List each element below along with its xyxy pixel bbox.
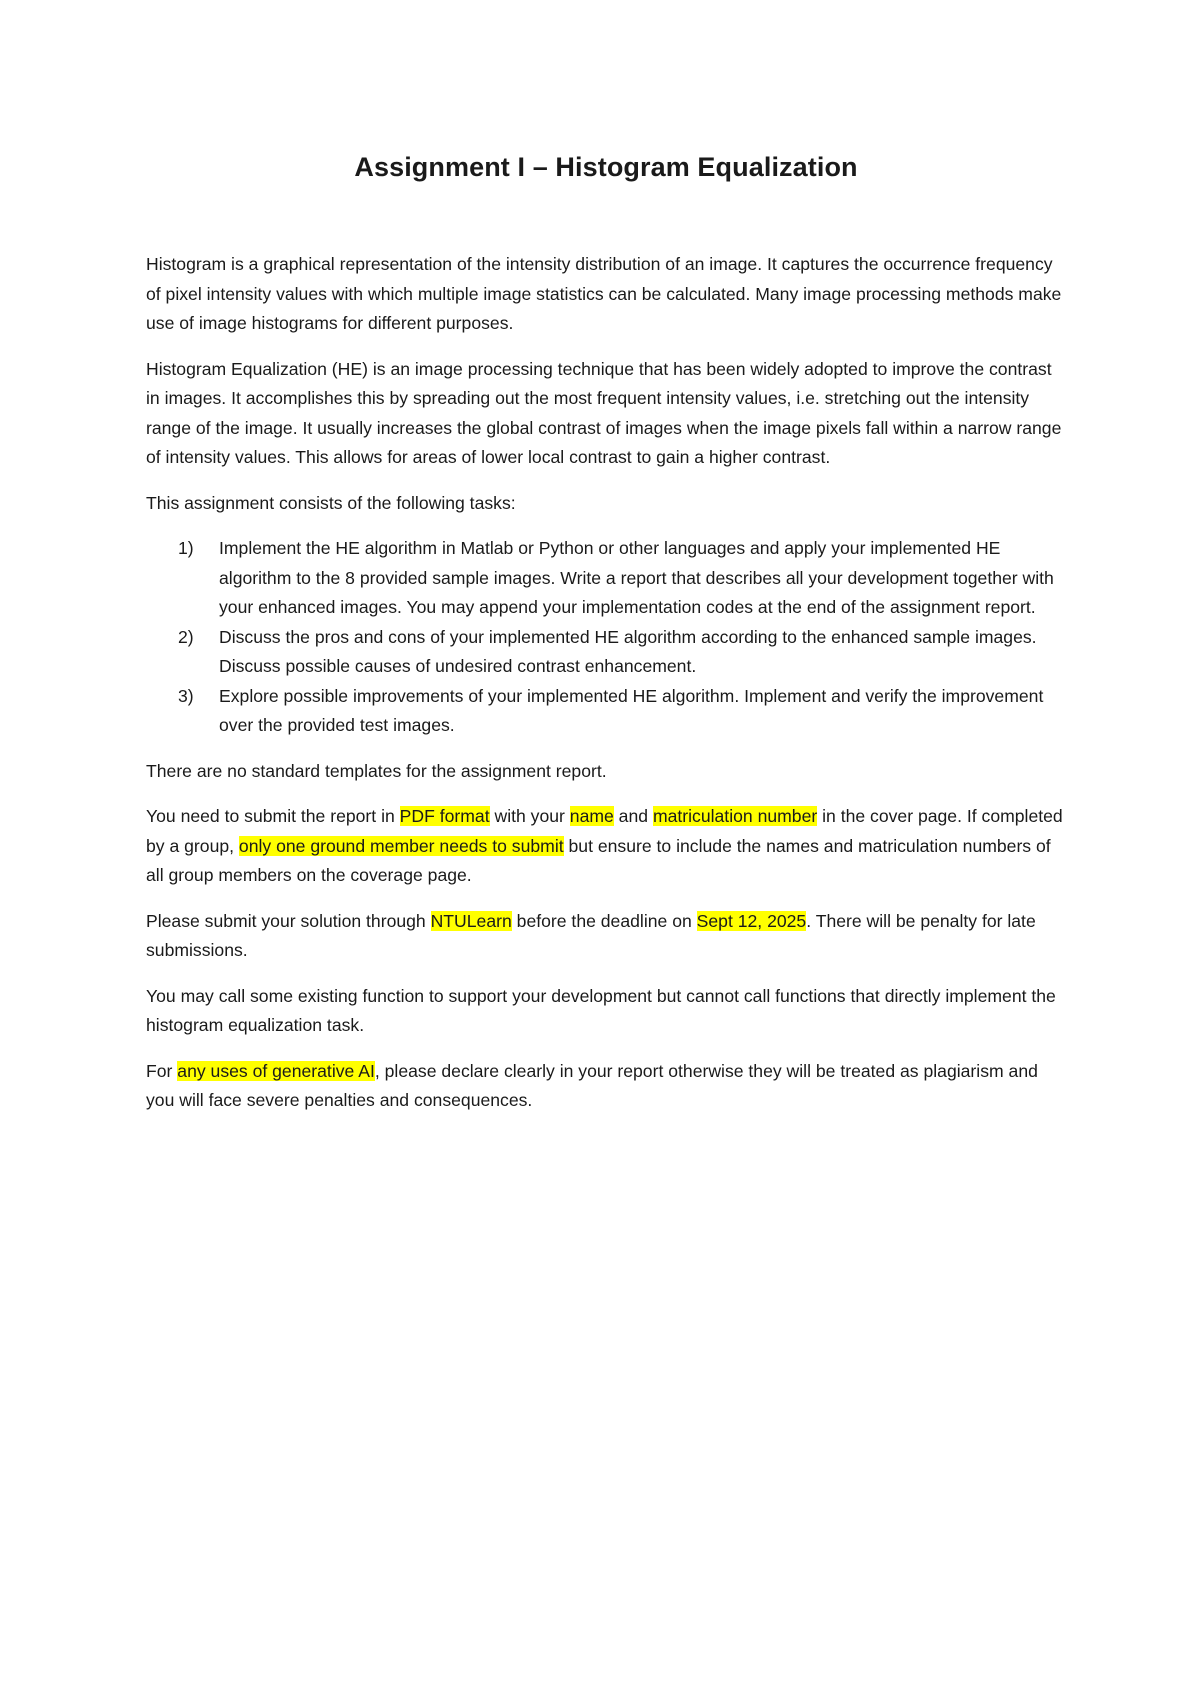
task-item — [146, 682, 1066, 741]
task-text: Explore possible improvements of your implemented HE algorithm. Implement and verify the improvement over the provided test images. — [219, 685, 1044, 735]
ai-note-text: For — [146, 1060, 178, 1081]
tasks-intro-paragraph: This assignment consists of the following tasks: — [146, 492, 516, 513]
highlight-name: name — [569, 806, 614, 826]
task-number: 1) — [178, 538, 194, 558]
deadline-paragraph — [146, 907, 1066, 966]
highlight-ntulearn: NTULearn — [430, 910, 512, 931]
submission-text: with your — [489, 806, 570, 826]
ai-note-text: , please declare clearly in your report otherwise they will be treated as plagiarism and you will face severe penalties and consequences. — [146, 1060, 1038, 1110]
ai-note-paragraph — [146, 1057, 1066, 1116]
highlight-matriculation-number: matriculation number — [652, 806, 818, 826]
task-item — [146, 534, 1066, 623]
submission-text: in the cover page. If completed by a group, — [146, 806, 1063, 856]
submission-text: You need to submit the report in — [146, 806, 400, 826]
highlight-pdf-format: PDF format — [399, 806, 490, 826]
highlight-one-member-submit: only one ground member needs to submit — [238, 835, 564, 856]
task-number: 3) — [178, 685, 194, 706]
task-text: Discuss the pros and cons of your implemented HE algorithm according to the enhanced sample images. Discuss possible causes of undesired contrast enhancement. — [219, 626, 1037, 676]
he-description-paragraph: Histogram Equalization (HE) is an image processing technique that has been widely adopted to improve the contrast in images. It accomplishes this by spreading out the most frequent intensity values, i.e. stretching out the intensity range of the image. It usually increases the global contrast of images when the image pixels fall within a narrow range of intensity values. This allows for areas of lower local contrast to gain a higher contrast. — [146, 358, 1062, 467]
highlight-deadline-date: Sept 12, 2025 — [696, 910, 807, 931]
task-number: 2) — [178, 626, 194, 647]
templates-note-paragraph: There are no standard templates for the assignment report. — [146, 760, 607, 781]
deadline-text: before the deadline on — [511, 910, 697, 931]
highlight-generative-ai: any uses of generative AI — [177, 1060, 375, 1081]
deadline-text: Please submit your solution through — [146, 910, 431, 931]
submission-text: and — [613, 806, 653, 826]
task-item — [146, 623, 1066, 682]
intro-paragraph: Histogram is a graphical representation of the intensity distribution of an image. It captures the occurrence frequency of pixel intensity values with which multiple image statistics can be calculated. Many image processing methods make use of image histograms for different purposes. — [146, 254, 1062, 333]
document-title: Assignment I – Histogram Equalization — [354, 152, 858, 182]
deadline-text: . There will be penalty for late submissions. — [146, 910, 1036, 960]
functions-note-paragraph: You may call some existing function to support your development but cannot call functions that directly implement the histogram equalization task. — [146, 985, 1056, 1035]
task-list — [146, 534, 1066, 741]
document-content — [146, 150, 1066, 1132]
task-text: Implement the HE algorithm in Matlab or Python or other languages and apply your implemented HE algorithm to the 8 provided sample images. Write a report that describes all your development together with your enhanced images. You may append your implementation codes at the end of the assignment report. — [219, 538, 1054, 617]
submission-paragraph — [146, 802, 1066, 891]
submission-text: but ensure to include the names and matriculation numbers of all group members on the coverage page. — [146, 835, 1051, 885]
